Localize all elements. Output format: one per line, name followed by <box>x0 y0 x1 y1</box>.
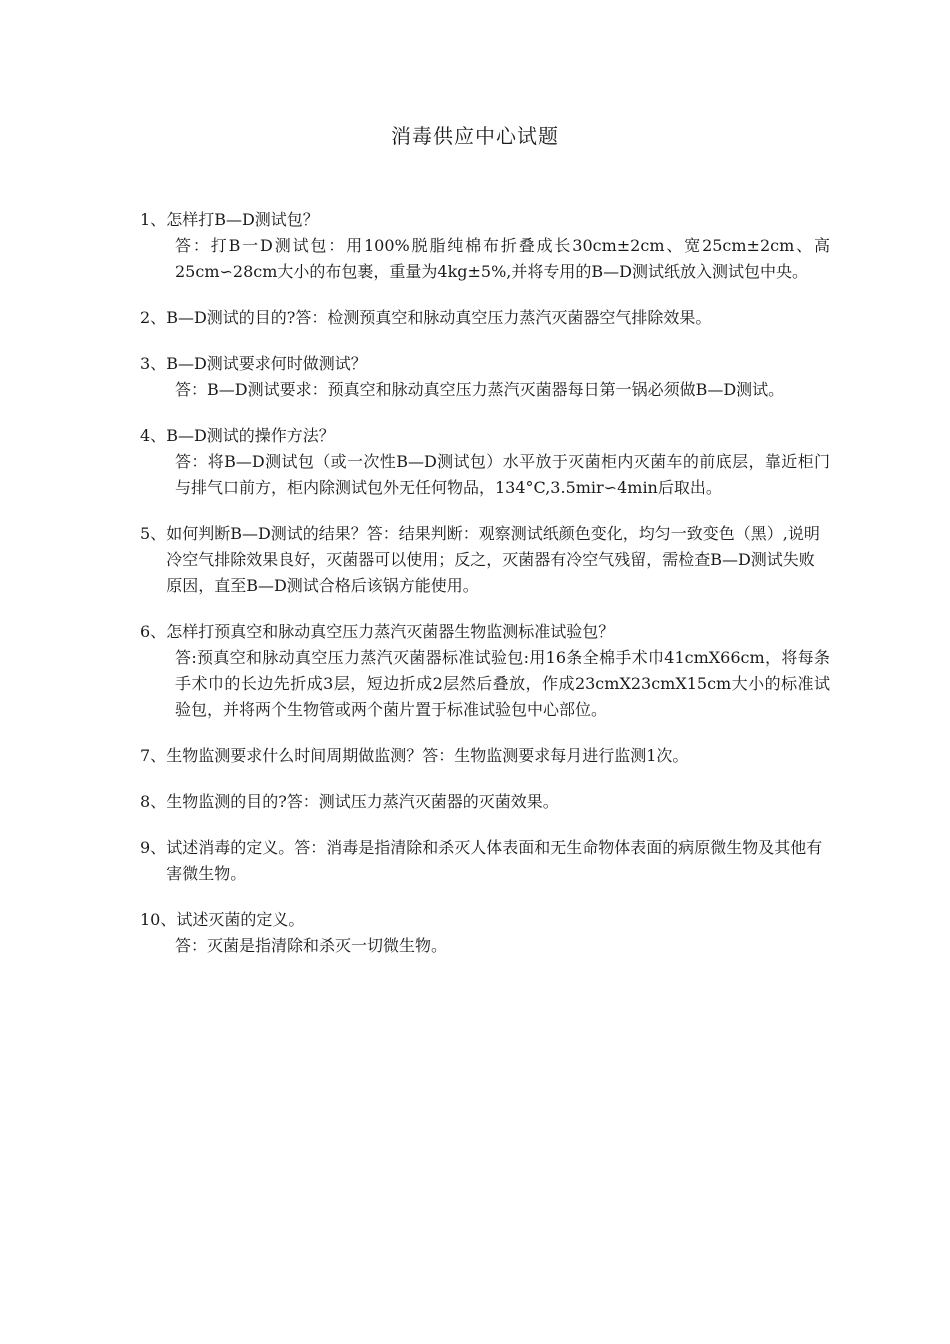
question-text: 怎样打B—D测试包？ <box>166 210 319 229</box>
question-number: 10、 <box>140 910 177 929</box>
question-item-9 <box>140 835 830 887</box>
answer-text: 答:预真空和脉动真空压力蒸汽灭菌器标准试验包:用16条全棉手术巾41cmX66cm，将每条手术巾的长边先折成3层，短边折成2层然后叠放，作成23cmX23cmX15cm大小的标准试验包，并将两个生物管或两个菌片置于标准试验包中心部位。 <box>175 648 830 719</box>
question-number: 2、 <box>140 308 167 327</box>
answer-text: 答：灭菌是指清除和杀灭一切微生物。 <box>175 936 448 955</box>
question-text: 如何判断B—D测试的结果？答：结果判断：观察测试纸颜色变化，均匀一致变色（黑）,说明冷空气排除效果良好，灭菌器可以使用；反之，灭菌器有冷空气残留，需检查B—D测试失败原因，直至B—D测试合格后该锅方能使用。 <box>166 524 820 595</box>
question-item-1 <box>140 207 830 285</box>
question-item-10 <box>140 907 830 959</box>
question-list <box>140 207 830 979</box>
question-text: B—D测试的操作方法？ <box>166 426 335 445</box>
question-number: 4、 <box>140 426 167 445</box>
question-text: B—D测试的目的?答：检测预真空和脉动真空压力蒸汽灭菌器空气排除效果。 <box>166 308 712 327</box>
question-text: 试述灭菌的定义。 <box>176 910 305 929</box>
question-text: B—D测试要求何时做测试？ <box>166 354 367 373</box>
answer-text: 答：打B一D测试包：用100%脱脂纯棉布折叠成长30cm±2cm、宽25cm±2cm、高25cm∽28cm大小的布包裹，重量为4kg±5%,并将专用的B—D测试纸放入测试包中央。 <box>175 236 830 281</box>
page-title: 消毒供应中心试题 <box>391 124 559 148</box>
question-number: 8、 <box>140 792 167 811</box>
question-number: 3、 <box>140 354 167 373</box>
question-number: 9、 <box>140 838 167 857</box>
question-number: 6、 <box>140 622 167 641</box>
question-item-3 <box>140 351 830 403</box>
question-text: 怎样打预真空和脉动真空压力蒸汽灭菌器生物监测标准试验包？ <box>166 622 615 641</box>
answer-text: 答：将B—D测试包（或一次性B—D测试包）水平放于灭菌柜内灭菌车的前底层，靠近柜门与排气口前方，柜内除测试包外无任何物品，134°C,3.5mir∽4min后取出。 <box>175 452 830 497</box>
question-item-4 <box>140 423 830 501</box>
question-item-8 <box>140 789 830 815</box>
question-item-5 <box>140 521 830 599</box>
question-number: 7、 <box>140 746 167 765</box>
question-item-2 <box>140 305 830 331</box>
question-text: 生物监测要求什么时间周期做监测？答：生物监测要求每月进行监测1次。 <box>166 746 689 765</box>
question-text: 生物监测的目的?答：测试压力蒸汽灭菌器的灭菌效果。 <box>166 792 559 811</box>
answer-text: 答：B—D测试要求：预真空和脉动真空压力蒸汽灭菌器每日第一锅必须做B—D测试。 <box>175 380 785 399</box>
question-text: 试述消毒的定义。答：消毒是指清除和杀灭人体表面和无生命物体表面的病原微生物及其他有害微生物。 <box>166 838 823 883</box>
question-number: 5、 <box>140 524 167 543</box>
question-item-6 <box>140 619 830 723</box>
question-number: 1、 <box>140 210 167 229</box>
question-item-7 <box>140 743 830 769</box>
